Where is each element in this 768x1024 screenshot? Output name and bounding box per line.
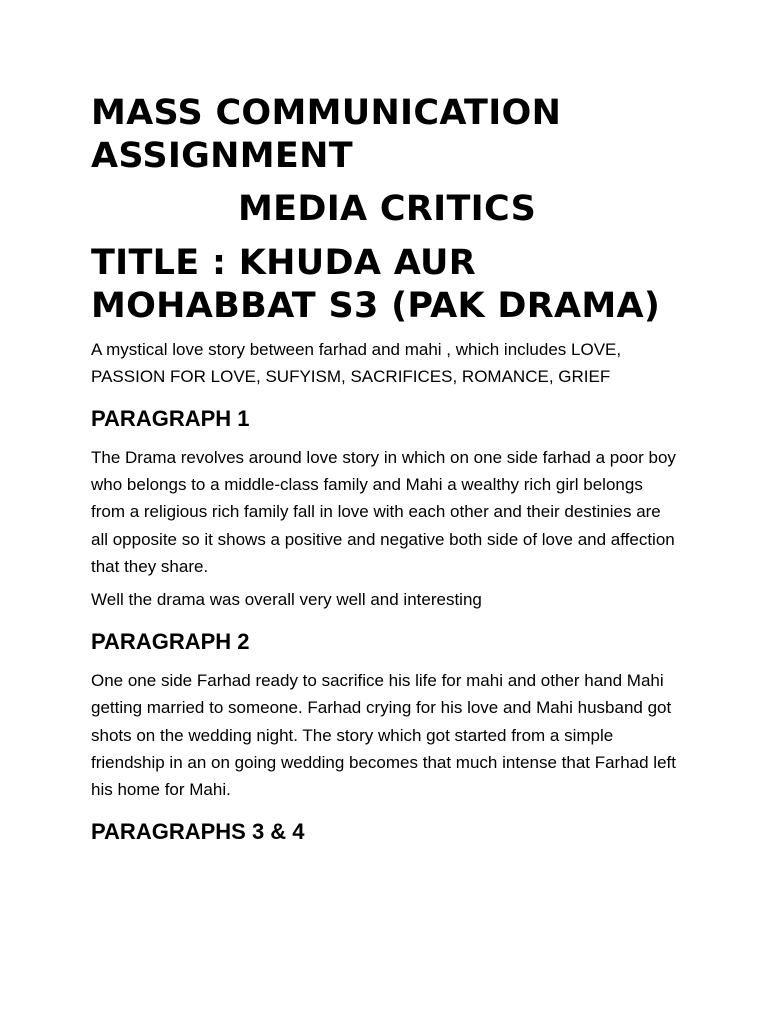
subheading: MEDIA CRITICS [238,189,537,229]
section-2-paragraph-1: One one side Farhad ready to sacrifice his life for mahi and other hand Mahi getting married to someone. Farhad crying for his love and Mahi husband got shots on the wedding night. The story which got started from a simple friendship in an on going wedding becomes that much intense that Farhad left his home for Mahi. [91,671,676,800]
title-line-2: MOHABBAT S3 (PAK DRAMA) [91,286,661,326]
section-heading-1: PARAGRAPH 1 [91,406,250,431]
heading-line-2: ASSIGNMENT [91,136,353,176]
section-heading-3: PARAGRAPHS 3 & 4 [91,819,305,845]
title-line-1: TITLE : KHUDA AUR [91,243,476,283]
section-1-paragraph-2: Well the drama was overall very well and interesting [91,590,482,610]
document-page [91,92,681,847]
section-1-paragraph-1: The Drama revolves around love story in which on one side farhad a poor boy who belongs to a middle-class family and Mahi a wealthy rich girl belongs from a religious rich family fall in love with each other and their destinies are all opposite so it shows a positive and negative both side of love and affection that they share. [91,448,676,576]
heading-line-1: MASS COMMUNICATION [91,93,562,133]
intro-text: A mystical love story between farhad and mahi , which includes LOVE, PASSION FOR LOVE, SUFYISM, SACRIFICES, ROMANCE, GRIEF [91,340,622,386]
section-heading-2: PARAGRAPH 2 [91,629,250,655]
